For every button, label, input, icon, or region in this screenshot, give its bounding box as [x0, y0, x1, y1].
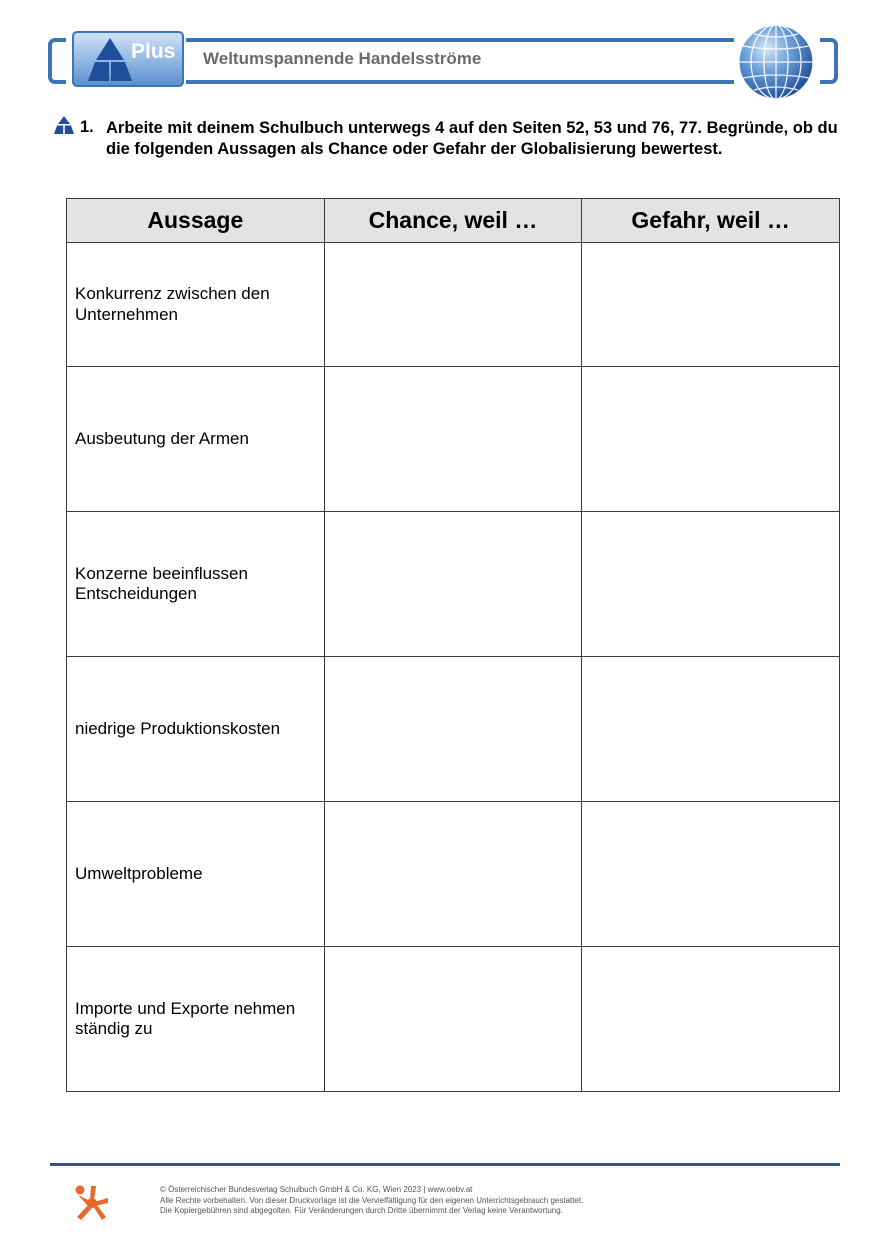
header-chance: Chance, weil … — [324, 199, 582, 243]
footer-disclaimer: Die Kopiergebühren sind abgegolten. Für Veränderungen durch Dritte übernimmt der Verlag keine Verantwortung. — [160, 1206, 563, 1215]
header-bracket-right — [820, 38, 838, 84]
page-title: Weltumspannende Handelsströme — [203, 49, 482, 68]
danger-answer-cell[interactable] — [582, 947, 840, 1092]
table-row — [67, 802, 840, 947]
chance-answer-cell[interactable] — [324, 243, 582, 367]
danger-answer-cell[interactable] — [582, 802, 840, 947]
task-instruction: Arbeite mit deinem Schulbuch unterwegs 4 auf den Seiten 52, 53 und 76, 77. Begründe, ob du die folgenden Aussagen als Chance oder Gefahr der Globalisierung bewertest. — [106, 119, 838, 158]
chance-answer-cell[interactable] — [324, 512, 582, 657]
danger-answer-cell[interactable] — [582, 243, 840, 367]
danger-answer-cell[interactable] — [582, 657, 840, 802]
danger-answer-cell[interactable] — [582, 367, 840, 512]
statement-cell: Importe und Exporte nehmen ständig zu — [67, 947, 325, 1092]
pyramid-icon — [88, 36, 132, 82]
chance-answer-cell[interactable] — [324, 947, 582, 1092]
table-row — [67, 947, 840, 1092]
table-row — [67, 243, 840, 367]
table-row — [67, 512, 840, 657]
page-header — [48, 30, 838, 98]
danger-answer-cell[interactable] — [582, 512, 840, 657]
chance-answer-cell[interactable] — [324, 367, 582, 512]
chance-answer-cell[interactable] — [324, 802, 582, 947]
table-row — [67, 367, 840, 512]
statement-cell: niedrige Produktionskosten — [67, 657, 325, 802]
statements-table — [66, 198, 840, 1092]
chance-answer-cell[interactable] — [324, 657, 582, 802]
table-row — [67, 657, 840, 802]
header-bracket-left — [48, 38, 66, 84]
footer-rights: Alle Rechte vorbehalten. Von dieser Druckvorlage ist die Vervielfältigung für den eigenen Unterrichtsgebrauch gestattet. — [160, 1195, 584, 1205]
table-header-row — [67, 199, 840, 243]
footer-legal-text — [160, 1185, 583, 1217]
header-danger: Gefahr, weil … — [582, 199, 840, 243]
statement-cell: Umweltprobleme — [67, 802, 325, 947]
globe-icon — [736, 22, 816, 102]
statement-cell: Ausbeutung der Armen — [67, 367, 325, 512]
plus-logo-text: Plus — [131, 40, 176, 63]
statement-cell: Konkurrenz zwischen den Unternehmen — [67, 243, 325, 367]
header-statement: Aussage — [67, 199, 325, 243]
statement-cell: Konzerne beeinflussen Entscheidungen — [67, 512, 325, 657]
footer-copyright: © Österreichischer Bundesverlag Schulbuch GmbH & Co. KG, Wien 2023 | www.oebv.at — [160, 1185, 473, 1194]
publisher-logo-icon — [72, 1184, 110, 1222]
plus-logo — [72, 31, 184, 87]
task-number: 1. — [80, 118, 94, 136]
task-level-icon — [54, 116, 74, 134]
footer-divider — [50, 1163, 840, 1166]
